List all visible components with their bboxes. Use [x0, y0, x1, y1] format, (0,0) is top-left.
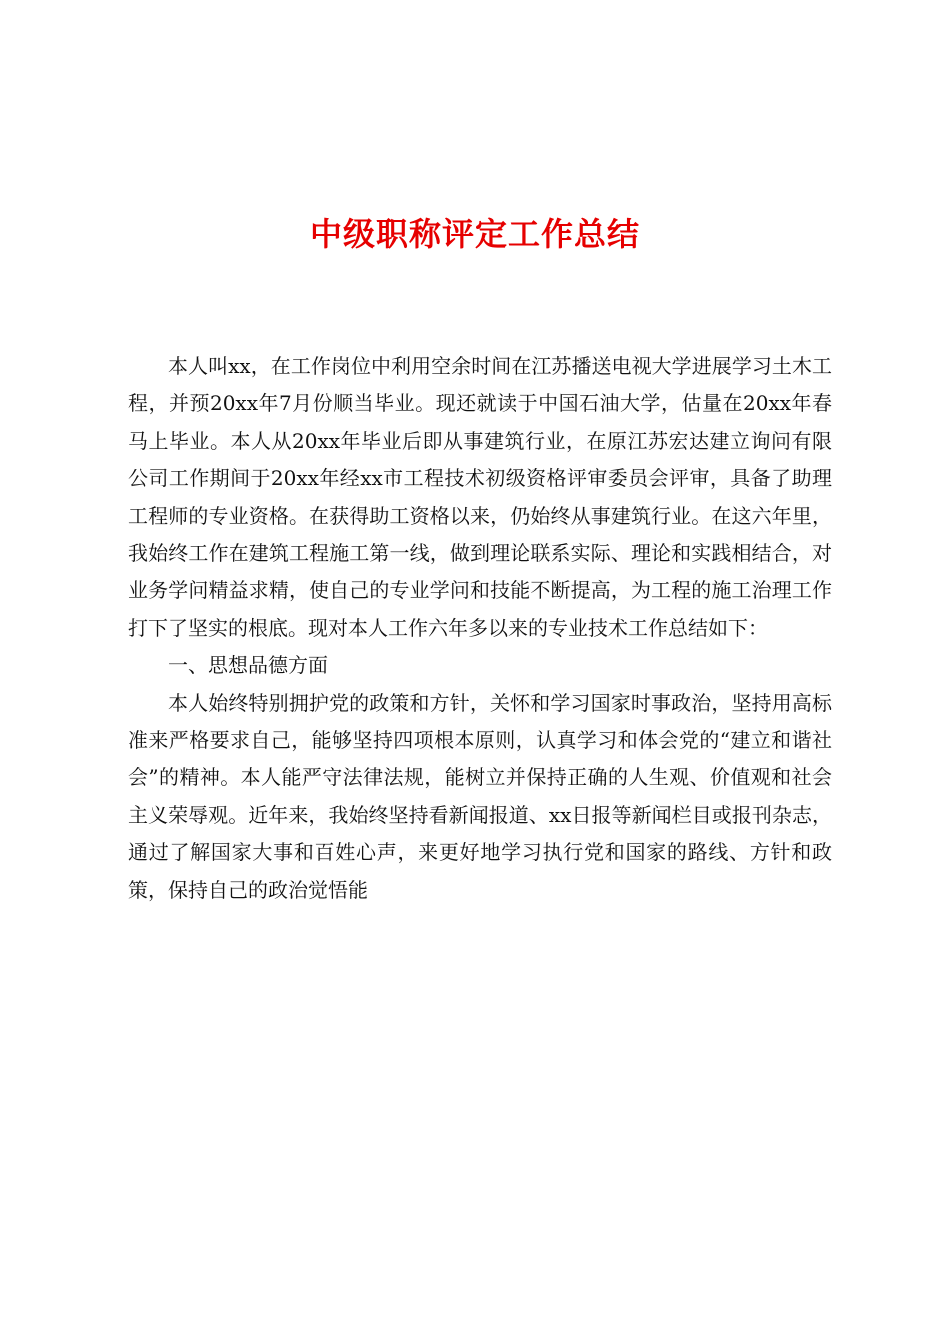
- paragraph-ideology: 本人始终特别拥护党的政策和方针，关怀和学习国家时事政治，坚持用高标准来严格要求自己，能够坚持四项根本原则，认真学习和体会党的“建立和谐社会”的精神。本人能严守法律法规，能树立并保持正确的人生观、价值观和社会主义荣辱观。近年来，我始终坚持看新闻报道、xx日报等新闻栏目或报刊杂志，通过了解国家大事和百姓心声，来更好地学习执行党和国家的路线、方针和政策，保持自己的政治觉悟能: [128, 690, 832, 902]
- paragraph-intro: 本人叫xx，在工作岗位中利用空余时间在江苏播送电视大学进展学习土木工程，并预20xx年7月份顺当毕业。现还就读于中国石油大学，估量在20xx年春马上毕业。本人从20xx年毕业后即从事建筑行业，在原江苏宏达建立询问有限公司工作期间于20xx年经xx市工程技术初级资格评审委员会评审，具备了助理工程师的专业资格。在获得助工资格以来，仍始终从事建筑行业。在这六年里，我始终工作在建筑工程施工第一线，做到理论联系实际、理论和实践相结合，对业务学问精益求精，使自己的专业学问和技能不断提高，为工程的施工治理工作打下了坚实的根底。现对本人工作六年多以来的专业技术工作总结如下：: [128, 354, 832, 640]
- document-title: 中级职称评定工作总结: [309, 215, 640, 253]
- section-heading-ideology: 一、思想品德方面: [168, 653, 328, 678]
- document-body: [128, 348, 832, 909]
